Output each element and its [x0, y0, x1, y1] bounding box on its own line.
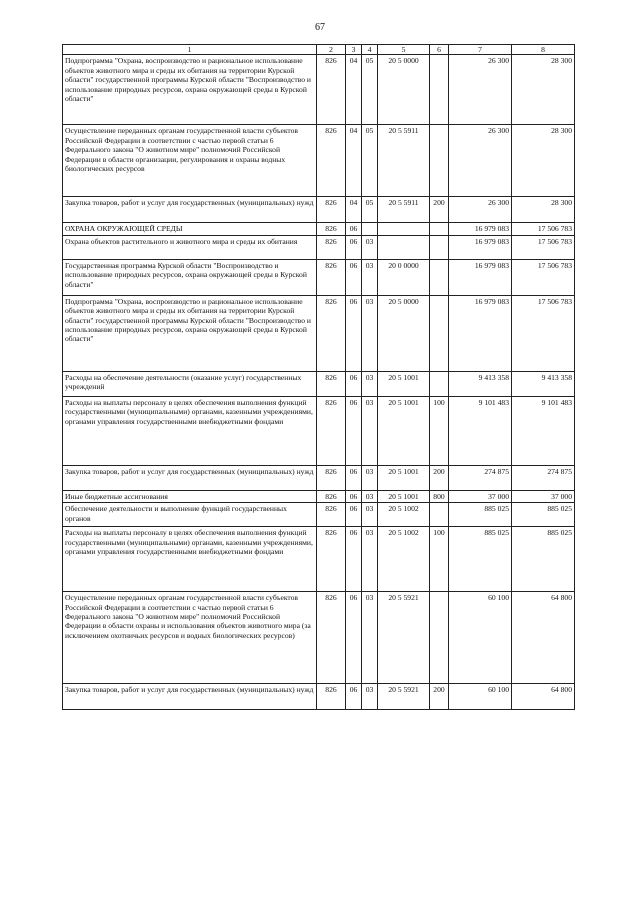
table-row	[63, 235, 575, 259]
row-code-5: 20 5 1001	[378, 465, 430, 490]
row-code-6: 800	[430, 490, 449, 502]
row-value-8: 274 875	[512, 465, 575, 490]
table-row	[63, 55, 575, 125]
row-code-5: 20 5 5921	[378, 592, 430, 684]
row-code-2: 826	[317, 527, 346, 592]
row-code-4: 03	[362, 295, 378, 371]
row-code-3: 04	[346, 197, 362, 223]
row-code-4: 03	[362, 684, 378, 710]
row-code-3: 06	[346, 465, 362, 490]
table-row	[63, 371, 575, 396]
row-value-8: 17 506 783	[512, 259, 575, 295]
table-row	[63, 125, 575, 197]
row-code-5: 20 5 1002	[378, 503, 430, 527]
row-code-3: 06	[346, 592, 362, 684]
row-code-4: 05	[362, 125, 378, 197]
row-value-8: 37 000	[512, 490, 575, 502]
row-code-2: 826	[317, 235, 346, 259]
table-row	[63, 396, 575, 465]
row-code-6	[430, 223, 449, 235]
row-code-5	[378, 235, 430, 259]
row-code-5: 20 5 5911	[378, 197, 430, 223]
row-code-5: 20 5 0000	[378, 55, 430, 125]
row-code-5	[378, 223, 430, 235]
row-value-7: 274 875	[449, 465, 512, 490]
row-code-2: 826	[317, 55, 346, 125]
row-name: Государственная программа Курской области "Воспроизводство и использование природных ресурсов, охрана окружающей среды в Курской области"	[63, 259, 317, 295]
row-value-7: 37 000	[449, 490, 512, 502]
row-code-6: 200	[430, 465, 449, 490]
column-header: 8	[512, 45, 575, 55]
row-value-8: 28 300	[512, 55, 575, 125]
row-code-5: 20 5 1001	[378, 396, 430, 465]
row-value-8: 64 800	[512, 684, 575, 710]
table-row	[63, 223, 575, 235]
row-code-4: 05	[362, 197, 378, 223]
row-value-8: 9 413 358	[512, 371, 575, 396]
row-name: Подпрограмма "Охрана, воспроизводство и рациональное использование объектов животного мира и среды их обитания на территории Курской области" государственной программы Курской области "Воспроизводство и использование природных ресурсов, охрана окружающей среды в Курской области"	[63, 295, 317, 371]
row-code-6	[430, 259, 449, 295]
row-code-6: 200	[430, 197, 449, 223]
row-code-4: 03	[362, 592, 378, 684]
row-code-2: 826	[317, 371, 346, 396]
table-row	[63, 197, 575, 223]
row-code-6	[430, 592, 449, 684]
row-value-8: 28 300	[512, 197, 575, 223]
row-code-4: 03	[362, 527, 378, 592]
table-row	[63, 259, 575, 295]
row-code-4	[362, 223, 378, 235]
row-code-6	[430, 371, 449, 396]
row-code-2: 826	[317, 197, 346, 223]
column-header: 7	[449, 45, 512, 55]
row-code-2: 826	[317, 295, 346, 371]
table-row	[63, 490, 575, 502]
row-value-8: 64 800	[512, 592, 575, 684]
row-name: Иные бюджетные ассигнования	[63, 490, 317, 502]
row-code-6	[430, 295, 449, 371]
row-code-4: 03	[362, 465, 378, 490]
row-name: Закупка товаров, работ и услуг для государственных (муниципальных) нужд	[63, 197, 317, 223]
row-code-4: 03	[362, 371, 378, 396]
table-row	[63, 527, 575, 592]
row-value-7: 16 979 083	[449, 259, 512, 295]
row-code-2: 826	[317, 503, 346, 527]
row-code-3: 04	[346, 55, 362, 125]
row-value-7: 9 413 358	[449, 371, 512, 396]
row-value-7: 9 101 483	[449, 396, 512, 465]
column-header: 4	[362, 45, 378, 55]
row-code-5: 20 5 5921	[378, 684, 430, 710]
row-name: Подпрограмма "Охрана, воспроизводство и рациональное использование объектов животного мира и среды их обитания на территории Курской области" государственной программы Курской области "Воспроизводство и использование природных ресурсов, охрана окружающей среды в Курской области"	[63, 55, 317, 125]
table-row	[63, 465, 575, 490]
column-header: 6	[430, 45, 449, 55]
row-value-8: 885 025	[512, 527, 575, 592]
row-code-6	[430, 125, 449, 197]
row-code-5: 20 5 0000	[378, 295, 430, 371]
row-code-4: 03	[362, 490, 378, 502]
row-code-4: 05	[362, 55, 378, 125]
row-code-2: 826	[317, 396, 346, 465]
row-code-5: 20 5 1001	[378, 490, 430, 502]
row-code-2: 826	[317, 684, 346, 710]
row-name: Обеспечение деятельности и выполнение функций государственных органов	[63, 503, 317, 527]
column-header: 2	[317, 45, 346, 55]
row-code-3: 06	[346, 684, 362, 710]
row-name: ОХРАНА ОКРУЖАЮЩЕЙ СРЕДЫ	[63, 223, 317, 235]
row-value-7: 885 025	[449, 503, 512, 527]
row-value-7: 16 979 083	[449, 223, 512, 235]
row-code-3: 06	[346, 235, 362, 259]
row-name: Осуществление переданных органам государственной власти субъектов Российской Федерации в соответствии с частью первой статьи 6 Федерального закона "О животном мире" полномочий Российской Федерации в области организации, регулирования и охраны водных биологических ресурсов	[63, 125, 317, 197]
row-value-7: 26 300	[449, 197, 512, 223]
row-code-2: 826	[317, 592, 346, 684]
row-code-3: 04	[346, 125, 362, 197]
row-code-6: 100	[430, 527, 449, 592]
row-value-7: 26 300	[449, 125, 512, 197]
row-name: Охрана объектов растительного и животного мира и среды их обитания	[63, 235, 317, 259]
row-value-8: 885 025	[512, 503, 575, 527]
row-name: Закупка товаров, работ и услуг для государственных (муниципальных) нужд	[63, 465, 317, 490]
row-code-2: 826	[317, 259, 346, 295]
row-code-2: 826	[317, 490, 346, 502]
row-code-5: 20 5 1002	[378, 527, 430, 592]
header-row	[63, 45, 575, 55]
row-code-3: 06	[346, 527, 362, 592]
page-number: 67	[315, 22, 325, 33]
row-code-5: 20 5 5911	[378, 125, 430, 197]
column-header: 5	[378, 45, 430, 55]
row-name: Расходы на выплаты персоналу в целях обеспечения выполнения функций государственными (муниципальными) органами, казенными учреждениями, органами управления государственными внебюджетными фондами	[63, 527, 317, 592]
budget-table	[62, 44, 575, 710]
row-name: Осуществление переданных органам государственной власти субъектов Российской Федерации в соответствии с частью первой статьи 6 Федерального закона "О животном мире" полномочий Российской Федерации в области охраны и использования объектов животного мира (за исключением охотничьих ресурсов и водных биологических ресурсов)	[63, 592, 317, 684]
row-code-3: 06	[346, 259, 362, 295]
row-name: Расходы на выплаты персоналу в целях обеспечения выполнения функций государственными (муниципальными) органами, казенными учреждениями, органами управления государственными внебюджетными фондами	[63, 396, 317, 465]
row-value-7: 885 025	[449, 527, 512, 592]
row-code-3: 06	[346, 503, 362, 527]
table-row	[63, 592, 575, 684]
row-value-7: 16 979 083	[449, 235, 512, 259]
row-code-4: 03	[362, 235, 378, 259]
row-value-7: 16 979 083	[449, 295, 512, 371]
row-code-3: 06	[346, 295, 362, 371]
row-code-4: 03	[362, 396, 378, 465]
table-row	[63, 295, 575, 371]
table-row	[63, 503, 575, 527]
row-code-6	[430, 235, 449, 259]
row-code-2: 826	[317, 223, 346, 235]
row-code-2: 826	[317, 465, 346, 490]
row-code-3: 06	[346, 223, 362, 235]
row-value-8: 17 506 783	[512, 235, 575, 259]
row-code-4: 03	[362, 503, 378, 527]
row-code-6	[430, 55, 449, 125]
row-value-8: 17 506 783	[512, 223, 575, 235]
row-code-3: 06	[346, 490, 362, 502]
row-value-7: 60 100	[449, 684, 512, 710]
row-code-5: 20 0 0000	[378, 259, 430, 295]
row-code-6: 100	[430, 396, 449, 465]
row-value-7: 26 300	[449, 55, 512, 125]
row-value-7: 60 100	[449, 592, 512, 684]
row-name: Расходы на обеспечение деятельности (оказание услуг) государственных учреждений	[63, 371, 317, 396]
row-value-8: 28 300	[512, 125, 575, 197]
row-code-4: 03	[362, 259, 378, 295]
row-code-3: 06	[346, 371, 362, 396]
row-code-6	[430, 503, 449, 527]
table-row	[63, 684, 575, 710]
row-value-8: 9 101 483	[512, 396, 575, 465]
row-value-8: 17 506 783	[512, 295, 575, 371]
column-header: 3	[346, 45, 362, 55]
column-header: 1	[63, 45, 317, 55]
row-code-6: 200	[430, 684, 449, 710]
row-code-2: 826	[317, 125, 346, 197]
row-code-3: 06	[346, 396, 362, 465]
row-name: Закупка товаров, работ и услуг для государственных (муниципальных) нужд	[63, 684, 317, 710]
row-code-5: 20 5 1001	[378, 371, 430, 396]
